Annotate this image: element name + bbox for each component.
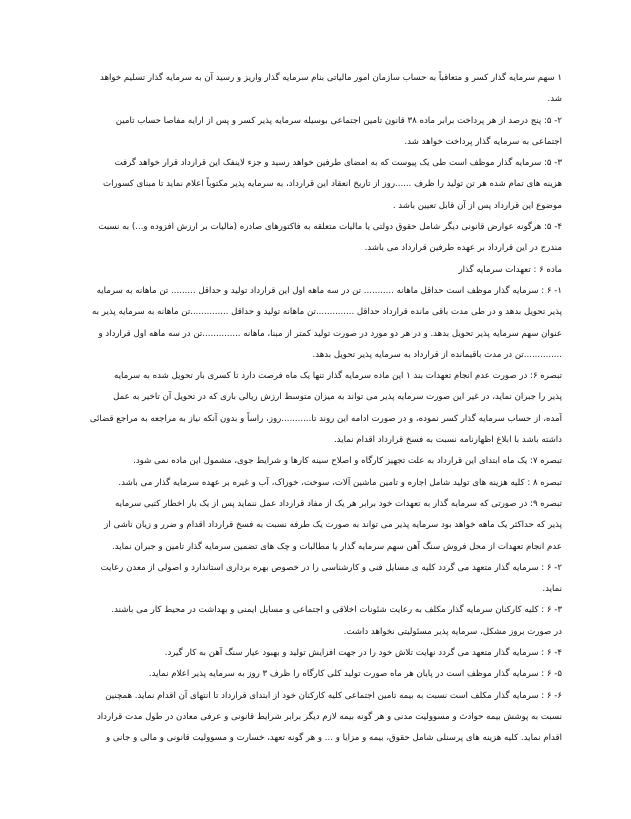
- text-line: عنوان سهم سرمایه پذیر تحویل بدهد. و در هر دو مورد در صورت تولید کمتر از مبنا، ماهانه ..............تن در سه ماهه اول قرارداد و: [98, 328, 562, 339]
- text-line: ۱ سهم سرمایه گذار کسر و متعاقباً به حساب سازمان امور مالیاتی بنام سرمایه گذار واریز و رسید آن به سرمایه گذار تسلیم خواهد: [100, 73, 562, 83]
- text-line: پذیر که حداکثر یک ماهه خواهد بود سرمایه پذیر می تواند به صورت یک طرفه نسبت به فسخ قرارداد اقدام و ضرر و زیان ناشی از: [104, 520, 562, 531]
- text-line: تبصره ۷: یک ماه ابتدای این قرارداد به علت تجهیز کارگاه و اصلاح سینه کارها و شرایط جوی، مشمول این ماده نمی شود.: [133, 456, 562, 467]
- text-line: در صورت بروز مشکل، سرمایه پذیر مسئولیتی نخواهد داشت.: [343, 626, 562, 637]
- text-line: موضوع این قرارداد پس از آن قابل تعیین باشد .: [392, 200, 562, 211]
- text-line: اقدام نماید. کلیه هزینه های پرسنلی شامل حقوق، بیمه و مزایا و ... و هر گونه تعهد، خسارت و مسوولیت قانونی و مالی و جانی و: [106, 733, 562, 744]
- text-line: تبصره ۹: در صورتی که سرمایه گذار به تعهدات خود برابر هر یک از مفاد قرارداد عمل ننماید پس از یک بار اخطار کتبی سرمایه: [115, 498, 562, 509]
- text-line: تبصره ۸ : کلیه هزینه های تولید شامل اجاره و تامین ماشین آلات، سوخت، خوراک، آب و غیره بر عهده سرمایه گذار می باشد.: [118, 477, 562, 488]
- text-line: ۳- ۵: سرمایه گذار موظف است طی یک پیوست که به امضای طرفین خواهد رسید و جزء لاینفک این قرارداد قرار خواهد گرفت: [114, 158, 562, 169]
- text-line: پذیر تحویل بدهد و در طی مدت باقی مانده قرارداد حداقل ..............تن ماهانه تولید و حداقل ..............تن ماهانه به سرمایه پذیر به: [92, 307, 562, 318]
- text-line: ۶- ۶ : سرمایه گذار مکلف است نسبت به بیمه تامین اجتماعی کلیه کارکنان خود از ابتدای قرارداد تا انتهای آن اقدام نماید. همچنین: [105, 690, 562, 701]
- text-line: ..............تن در مدت باقیمانده از قرارداد به سرمایه پذیر تحویل بدهد.: [312, 349, 562, 360]
- text-line: اجتماعی به سرمایه گذار پرداخت خواهد شد.: [404, 136, 562, 147]
- contract-text: [64, 68, 562, 750]
- text-line: ۳- ۶ : کلیه کارکنان سرمایه گذار مکلف به رعایت شئونات اخلاقی و اجتماعی و مسایل ایمنی و بهداشت در محیط کار می باشند.: [111, 605, 562, 616]
- text-line: ۵- ۶ : سرمایه گذار موظف است در پایان هر ماه صورت تولید کلی کارگاه را ظرف ۳ روز به سرمایه پذیر اعلام نماید.: [148, 669, 562, 680]
- text-line: نسبت به پوشش بیمه حوادث و مسوولیت مدنی و هر گونه بیمه لازم دیگر برابر شرایط قانونی و عرفی معادن در طول مدت قرارداد: [96, 711, 562, 722]
- text-line: مندرج در این قرارداد بر عهده طرفین قرارداد می باشد.: [364, 243, 562, 254]
- text-line: عدم انجام تعهدات از محل فروش سنگ آهن سهم سرمایه گذار یا مطالبات و چک های تضمین سرمایه گذار تامین و جبران نماید.: [112, 541, 562, 552]
- text-line: تبصره ۶: در صورت عدم انجام تعهدات بند ۱ این ماده سرمایه گذار تنها یک ماه فرصت دارد تا کسری بار تحویل شده به سرمایه: [114, 371, 562, 382]
- text-line: شد.: [547, 94, 562, 105]
- section-heading: ماده ۶ : تعهدات سرمایه گذار: [458, 264, 562, 275]
- text-line: نماید.: [542, 584, 562, 595]
- text-line: ۴- ۵: هرگونه عوارض قانونی دیگر شامل حقوق دولتی یا مالیات متعلقه به فاکتورهای صادره (مالیات بر ارزش افزوده و...) به نسبت: [98, 222, 562, 233]
- text-line: ۴- ۶ : سرمایه گذار متعهد می گردد نهایت تلاش خود را در جهت افزایش تولید و بهبود عیار سنگ آهن به کار گیرد.: [164, 648, 562, 659]
- text-line: هزینه های تمام شده هر تن تولید را ظرف ......روز از تاریخ انعقاد این قرارداد، به سرمایه پذیر مکتوباً اعلام نماید تا مبنای کسورات: [103, 179, 562, 190]
- text-line: ۲- ۵: پنج درصد از هر پرداخت برابر ماده ۳۸ قانون تامین اجتماعی بوسیله سرمایه پذیر کسر و پس از ارایه مفاصا حساب تامین: [115, 115, 562, 126]
- text-line: پذیر را جبران نماید، در غیر این صورت سرمایه پذیر می تواند به میزان متوسط ارزش ریالی باری که در تحویل آن تاخیر به عمل: [113, 392, 562, 403]
- text-line: داشته باشد با ابلاغ اظهارنامه نسبت به فسخ قرارداد اقدام نماید.: [333, 435, 562, 446]
- text-line: آمده، از حساب سرمایه گذار کسر نموده، و در صورت ادامه این روند تا...........روز، راساً و بدون آنکه نیاز به مراجعه به مراجع قضائی: [89, 413, 562, 424]
- text-line: ۱- ۶ : سرمایه گذار موظف است حداقل ماهانه ........... تن در سه ماهه اول این قرارداد تولید و حداقل ......... تن ماهانه به سرمایه: [96, 285, 562, 296]
- text-line: ۲- ۶ : سرمایه گذار متعهد می گردد کلیه ی مسایل فنی و کارشناسی را در خصوص بهره برداری استاندارد و اصولی از معدن رعایت: [100, 562, 562, 573]
